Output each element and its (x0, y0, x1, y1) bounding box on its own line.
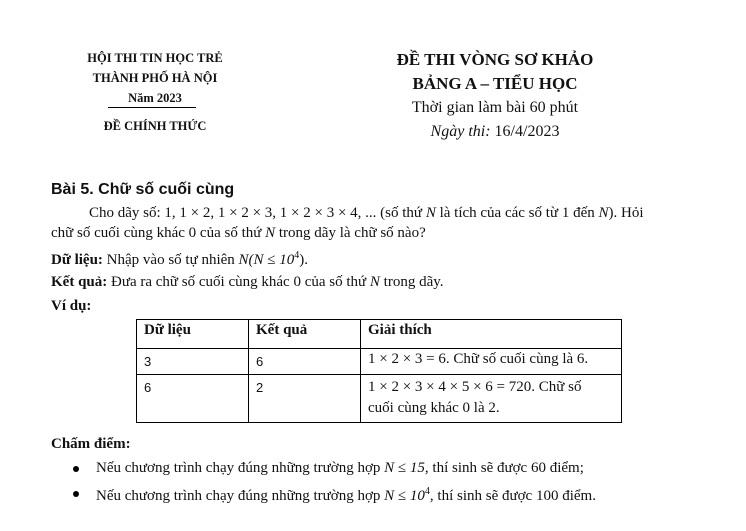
organizer-line1: HỘI THI TIN HỌC TRẺ (87, 51, 223, 65)
scoring-item1-text-b: , thí sinh sẽ được 60 điểm; (424, 460, 584, 476)
input-text: Nhập vào số tự nhiên (102, 252, 239, 268)
input-exp: 4 (294, 250, 300, 261)
example-label: Ví dụ: (51, 298, 92, 314)
table-cell-output: 6 (249, 349, 361, 375)
exam-title: ĐỀ THI VÒNG SƠ KHẢO (396, 50, 594, 69)
scoring-item-2 (96, 482, 596, 506)
table-header-explain: Giải thích (361, 320, 622, 349)
table-header-input: Dữ liệu (137, 320, 249, 349)
problem-intro (51, 203, 701, 243)
intro-var-n2: N (598, 205, 609, 221)
input-spec (51, 246, 308, 270)
output-label: Kết quả: (51, 274, 108, 290)
scoring-label: Chấm điểm: (51, 436, 131, 452)
input-math: N(N ≤ 10 (238, 252, 295, 268)
output-spec (51, 272, 444, 292)
bullet-icon (73, 491, 79, 497)
header-right (380, 48, 610, 144)
table-row (137, 375, 622, 423)
table-cell-explain (361, 375, 622, 423)
explain-line2: cuối cùng khác 0 là 2. (368, 400, 500, 416)
exam-subtitle: BẢNG A – TIỂU HỌC (412, 74, 578, 93)
scoring-item2-text-b: , thí sinh sẽ được 100 điểm. (429, 488, 596, 504)
intro-text-c: ). Hỏi (608, 205, 644, 221)
output-text-a: Đưa ra chữ số cuối cùng khác 0 của số thứ (107, 274, 370, 290)
exam-duration: Thời gian làm bài 60 phút (411, 99, 579, 116)
header-divider (108, 107, 196, 108)
header-left (60, 48, 250, 108)
intro-text-b: là tích của các số từ 1 đến (435, 205, 599, 221)
explain-line1: 1 × 2 × 3 × 4 × 5 × 6 = 720. Chữ số (368, 379, 582, 395)
table-header-row (137, 320, 622, 349)
scoring-item2-text-a: Nếu chương trình chạy đúng những trường hợp (96, 488, 385, 504)
official-label: ĐỀ CHÍNH THỨC (103, 119, 207, 133)
scoring-item1-math: N ≤ 15 (384, 460, 425, 476)
scoring-item2-exp: 4 (424, 486, 430, 497)
table-cell-input: 3 (137, 349, 249, 375)
output-text-b: trong dãy. (379, 274, 444, 290)
table-cell-input: 6 (137, 375, 249, 423)
intro-var-n1: N (425, 205, 436, 221)
scoring-item-1 (96, 458, 584, 478)
intro-line2-a: chữ số cuối cùng khác 0 của số thứ (51, 225, 266, 241)
input-end: ). (299, 252, 309, 268)
example-table (136, 319, 622, 423)
input-label: Dữ liệu: (51, 252, 103, 268)
bullet-icon (73, 466, 79, 472)
organizer-line2: THÀNH PHỐ HÀ NỘI (92, 71, 218, 85)
table-header-output: Kết quả (249, 320, 361, 349)
intro-line2-var: N (265, 225, 276, 241)
output-var: N (369, 274, 380, 290)
exam-date (380, 120, 610, 144)
organizer-year: Năm 2023 (128, 91, 182, 105)
scoring-item2-math: N ≤ 10 (384, 488, 425, 504)
problem-heading: Bài 5. Chữ số cuối cùng (51, 181, 235, 198)
table-row (137, 349, 622, 375)
exam-date-value: 16/4/2023 (494, 123, 560, 140)
intro-line2-b: trong dãy là chữ số nào? (275, 225, 426, 241)
table-cell-output: 2 (249, 375, 361, 423)
table-cell-explain: 1 × 2 × 3 = 6. Chữ số cuối cùng là 6. (361, 349, 622, 375)
intro-text-a: Cho dãy số: 1, 1 × 2, 1 × 2 × 3, 1 × 2 × 3 × 4, ... (số thứ (89, 205, 426, 221)
scoring-item1-text-a: Nếu chương trình chạy đúng những trường hợp (96, 460, 385, 476)
exam-date-label: Ngày thi: (430, 123, 491, 140)
